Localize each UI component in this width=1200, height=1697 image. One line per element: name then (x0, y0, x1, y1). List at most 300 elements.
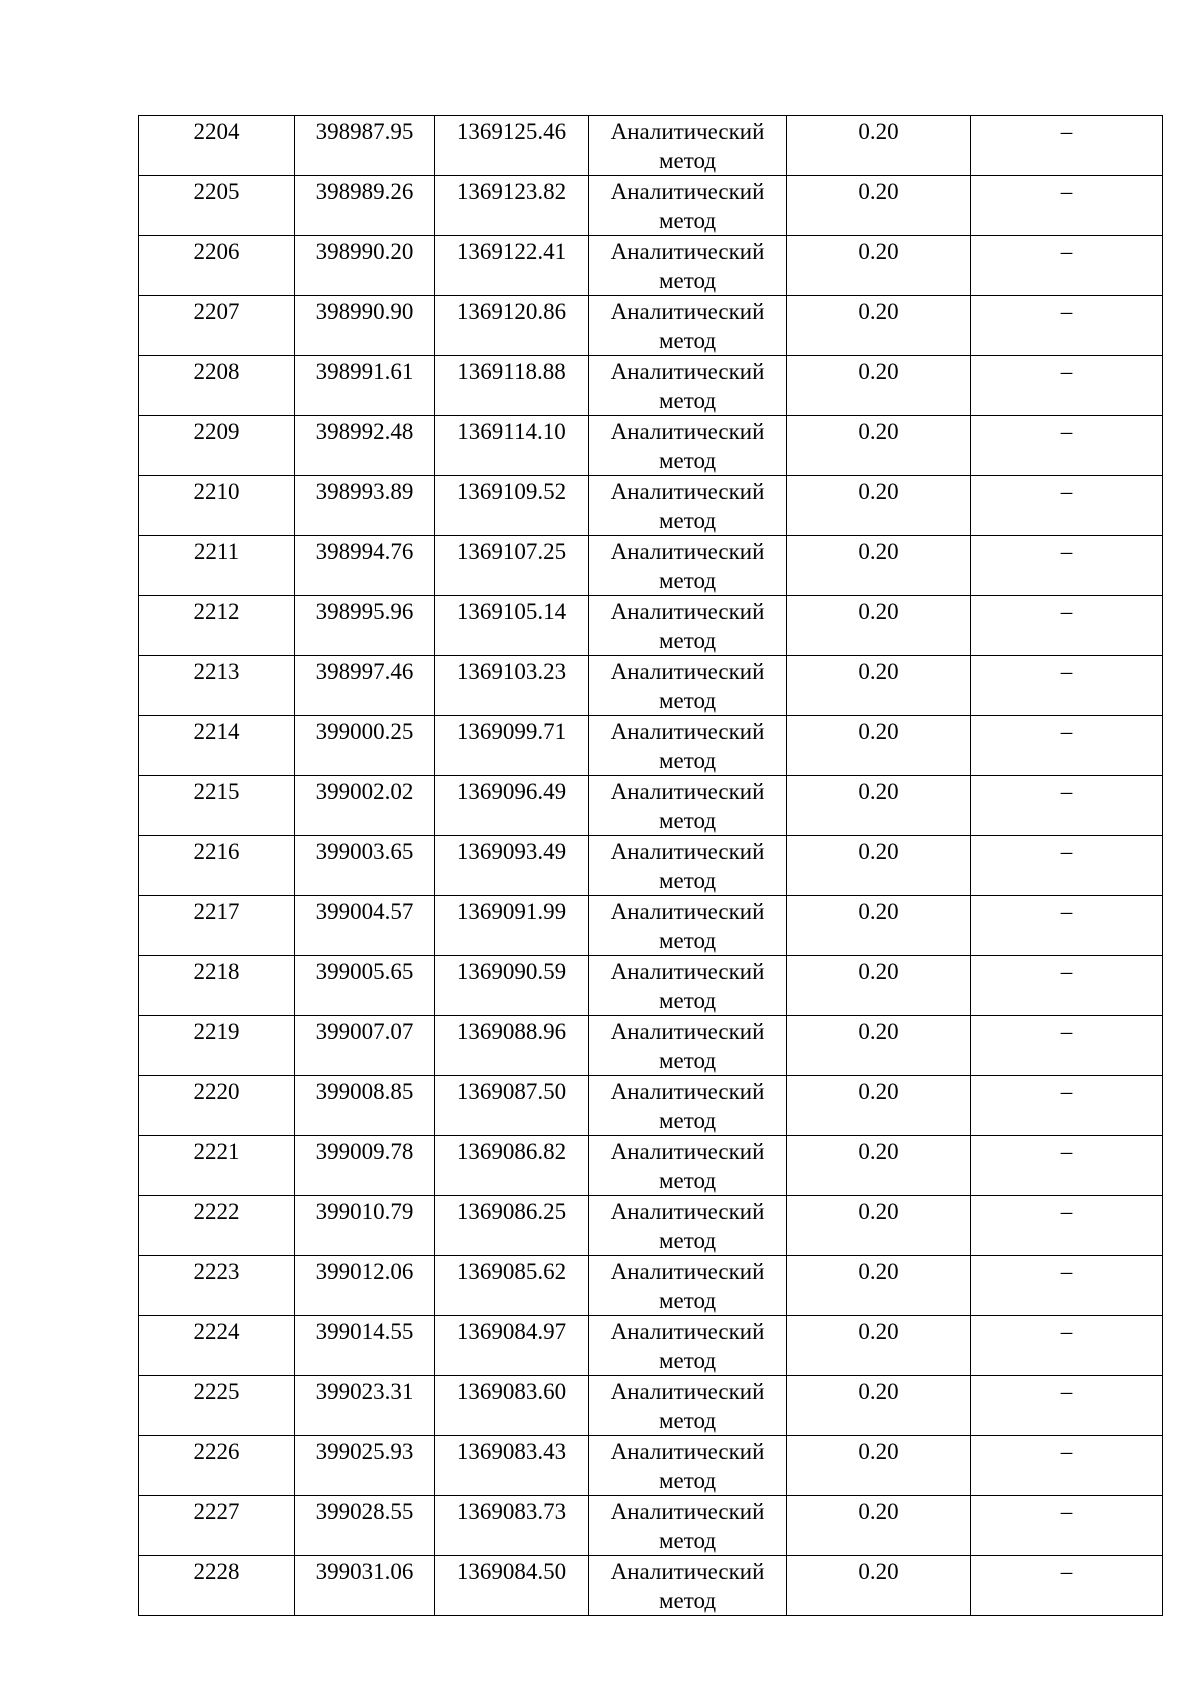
coordinate-x-cell (295, 296, 435, 356)
accuracy-cell-text: 0.20 (858, 539, 899, 564)
method-cell-text: Аналитический метод (610, 359, 765, 413)
method-cell (589, 236, 787, 296)
accuracy-cell-text: 0.20 (858, 239, 899, 264)
coordinate-x-cell (295, 596, 435, 656)
note-cell (971, 1136, 1163, 1196)
accuracy-cell (787, 596, 971, 656)
method-cell-text: Аналитический метод (610, 1499, 765, 1553)
point-number-cell (139, 1316, 295, 1376)
coordinate-x-cell (295, 1556, 435, 1616)
table-row (139, 1256, 1163, 1316)
method-cell (589, 716, 787, 776)
table-row (139, 296, 1163, 356)
accuracy-cell-text: 0.20 (858, 359, 899, 384)
method-cell-text: Аналитический метод (610, 1319, 765, 1373)
method-cell (589, 1016, 787, 1076)
coordinate-x-cell-text: 399003.65 (315, 839, 414, 864)
coordinate-x-cell-text: 399014.55 (315, 1319, 414, 1344)
coordinate-x-cell (295, 476, 435, 536)
coordinate-y-cell (435, 176, 589, 236)
accuracy-cell (787, 1076, 971, 1136)
accuracy-cell-text: 0.20 (858, 479, 899, 504)
note-cell-text: – (1060, 539, 1073, 564)
coordinate-y-cell-text: 1369096.49 (456, 779, 567, 804)
method-cell-text: Аналитический метод (610, 1079, 765, 1133)
coordinate-y-cell (435, 1196, 589, 1256)
method-cell (589, 836, 787, 896)
method-cell-text: Аналитический метод (610, 779, 765, 833)
coordinate-x-cell (295, 416, 435, 476)
note-cell (971, 356, 1163, 416)
coordinate-y-cell-text: 1369099.71 (456, 719, 567, 744)
coordinate-y-cell-text: 1369123.82 (456, 179, 567, 204)
coordinate-y-cell (435, 1256, 589, 1316)
table-row (139, 1316, 1163, 1376)
method-cell (589, 296, 787, 356)
note-cell (971, 1316, 1163, 1376)
point-number-cell (139, 1196, 295, 1256)
note-cell-text: – (1060, 1139, 1073, 1164)
method-cell-text: Аналитический метод (610, 839, 765, 893)
method-cell-text: Аналитический метод (610, 179, 765, 233)
coordinate-x-cell (295, 116, 435, 176)
note-cell-text: – (1060, 1439, 1073, 1464)
accuracy-cell (787, 1016, 971, 1076)
note-cell (971, 1556, 1163, 1616)
note-cell (971, 956, 1163, 1016)
coordinate-x-cell-text: 399004.57 (315, 899, 414, 924)
coordinate-y-cell (435, 416, 589, 476)
accuracy-cell (787, 836, 971, 896)
coordinate-y-cell (435, 656, 589, 716)
note-cell-text: – (1060, 239, 1073, 264)
coordinate-x-cell-text: 399009.78 (315, 1139, 414, 1164)
coordinate-y-cell (435, 296, 589, 356)
note-cell-text: – (1060, 1559, 1073, 1584)
coordinate-x-cell-text: 398990.20 (315, 239, 414, 264)
point-number-cell (139, 296, 295, 356)
point-number-cell (139, 356, 295, 416)
coordinate-y-cell-text: 1369114.10 (457, 419, 566, 444)
note-cell (971, 116, 1163, 176)
coordinate-x-cell-text: 399007.07 (315, 1019, 414, 1044)
note-cell (971, 1436, 1163, 1496)
note-cell-text: – (1060, 119, 1073, 144)
method-cell-text: Аналитический метод (610, 899, 765, 953)
accuracy-cell-text: 0.20 (858, 1439, 899, 1464)
method-cell (589, 1076, 787, 1136)
method-cell-text: Аналитический метод (610, 659, 765, 713)
table-row (139, 836, 1163, 896)
accuracy-cell-text: 0.20 (858, 599, 899, 624)
point-number-cell-text: 2208 (193, 359, 240, 384)
method-cell-text: Аналитический метод (610, 1379, 765, 1433)
coordinate-x-cell-text: 398994.76 (315, 539, 414, 564)
coordinate-x-cell-text: 399025.93 (315, 1439, 414, 1464)
accuracy-cell-text: 0.20 (858, 1499, 899, 1524)
note-cell-text: – (1060, 1499, 1073, 1524)
method-cell-text: Аналитический метод (610, 1259, 765, 1313)
coordinate-y-cell (435, 1316, 589, 1376)
note-cell (971, 1376, 1163, 1436)
point-number-cell-text: 2210 (193, 479, 240, 504)
note-cell-text: – (1060, 299, 1073, 324)
method-cell-text: Аналитический метод (610, 419, 765, 473)
point-number-cell (139, 1556, 295, 1616)
coordinate-y-cell (435, 1376, 589, 1436)
coordinate-y-cell-text: 1369087.50 (456, 1079, 567, 1104)
accuracy-cell (787, 956, 971, 1016)
point-number-cell (139, 836, 295, 896)
point-number-cell-text: 2218 (193, 959, 240, 984)
note-cell (971, 296, 1163, 356)
method-cell (589, 536, 787, 596)
coordinate-x-cell-text: 399031.06 (315, 1559, 414, 1584)
table-row (139, 776, 1163, 836)
note-cell (971, 836, 1163, 896)
point-number-cell (139, 236, 295, 296)
point-number-cell (139, 1076, 295, 1136)
table-row (139, 1496, 1163, 1556)
accuracy-cell-text: 0.20 (858, 959, 899, 984)
accuracy-cell (787, 236, 971, 296)
coordinate-x-cell (295, 1316, 435, 1376)
coordinate-y-cell (435, 1076, 589, 1136)
point-number-cell-text: 2221 (193, 1139, 240, 1164)
coordinate-y-cell-text: 1369107.25 (456, 539, 567, 564)
accuracy-cell-text: 0.20 (858, 659, 899, 684)
coordinate-x-cell-text: 399002.02 (315, 779, 414, 804)
note-cell (971, 1076, 1163, 1136)
point-number-cell (139, 416, 295, 476)
method-cell (589, 1376, 787, 1436)
note-cell-text: – (1060, 899, 1073, 924)
coordinate-y-cell-text: 1369083.60 (456, 1379, 567, 1404)
coordinate-y-cell (435, 476, 589, 536)
coordinate-x-cell (295, 1196, 435, 1256)
note-cell-text: – (1060, 959, 1073, 984)
method-cell-text: Аналитический метод (610, 299, 765, 353)
table-body (139, 116, 1163, 1616)
coordinate-y-cell-text: 1369084.50 (456, 1559, 567, 1584)
accuracy-cell (787, 1496, 971, 1556)
coordinate-y-cell (435, 1496, 589, 1556)
point-number-cell (139, 956, 295, 1016)
point-number-cell-text: 2219 (193, 1019, 240, 1044)
accuracy-cell (787, 356, 971, 416)
note-cell-text: – (1060, 1019, 1073, 1044)
method-cell (589, 1136, 787, 1196)
table-row (139, 536, 1163, 596)
accuracy-cell (787, 476, 971, 536)
point-number-cell-text: 2206 (193, 239, 240, 264)
coordinate-y-cell-text: 1369091.99 (456, 899, 567, 924)
coordinate-y-cell-text: 1369083.73 (456, 1499, 567, 1524)
coordinate-y-cell-text: 1369122.41 (456, 239, 567, 264)
coordinate-x-cell-text: 399000.25 (315, 719, 414, 744)
coordinate-y-cell (435, 836, 589, 896)
coordinates-table (138, 115, 1163, 1616)
point-number-cell-text: 2213 (193, 659, 240, 684)
table-row (139, 1076, 1163, 1136)
note-cell-text: – (1060, 1379, 1073, 1404)
coordinate-y-cell-text: 1369084.97 (456, 1319, 567, 1344)
note-cell (971, 476, 1163, 536)
coordinate-y-cell (435, 776, 589, 836)
accuracy-cell-text: 0.20 (858, 1199, 899, 1224)
coordinate-x-cell-text: 398989.26 (315, 179, 414, 204)
coordinate-y-cell (435, 596, 589, 656)
point-number-cell (139, 896, 295, 956)
accuracy-cell-text: 0.20 (858, 779, 899, 804)
coordinate-y-cell-text: 1369086.82 (456, 1139, 567, 1164)
point-number-cell-text: 2227 (193, 1499, 240, 1524)
note-cell-text: – (1060, 1079, 1073, 1104)
point-number-cell-text: 2209 (193, 419, 240, 444)
coordinate-x-cell (295, 776, 435, 836)
coordinate-x-cell (295, 956, 435, 1016)
accuracy-cell-text: 0.20 (858, 1259, 899, 1284)
table-row (139, 1556, 1163, 1616)
point-number-cell (139, 716, 295, 776)
accuracy-cell-text: 0.20 (858, 839, 899, 864)
method-cell-text: Аналитический метод (610, 1199, 765, 1253)
point-number-cell (139, 1496, 295, 1556)
accuracy-cell-text: 0.20 (858, 179, 899, 204)
note-cell (971, 1196, 1163, 1256)
coordinate-y-cell-text: 1369103.23 (456, 659, 567, 684)
table-row (139, 476, 1163, 536)
coordinate-y-cell-text: 1369105.14 (456, 599, 567, 624)
point-number-cell (139, 536, 295, 596)
accuracy-cell (787, 896, 971, 956)
accuracy-cell (787, 1376, 971, 1436)
method-cell-text: Аналитический метод (610, 479, 765, 533)
accuracy-cell (787, 536, 971, 596)
point-number-cell-text: 2216 (193, 839, 240, 864)
coordinate-y-cell (435, 956, 589, 1016)
accuracy-cell-text: 0.20 (858, 1019, 899, 1044)
method-cell (589, 1496, 787, 1556)
coordinate-x-cell (295, 356, 435, 416)
method-cell (589, 116, 787, 176)
method-cell (589, 1196, 787, 1256)
point-number-cell-text: 2228 (193, 1559, 240, 1584)
method-cell (589, 1256, 787, 1316)
coordinate-x-cell-text: 399008.85 (315, 1079, 414, 1104)
coordinate-y-cell (435, 116, 589, 176)
accuracy-cell-text: 0.20 (858, 1379, 899, 1404)
method-cell (589, 476, 787, 536)
accuracy-cell (787, 1196, 971, 1256)
coordinate-x-cell (295, 1016, 435, 1076)
table-row (139, 716, 1163, 776)
coordinate-y-cell (435, 536, 589, 596)
accuracy-cell (787, 176, 971, 236)
coordinate-x-cell (295, 1436, 435, 1496)
point-number-cell-text: 2225 (193, 1379, 240, 1404)
note-cell-text: – (1060, 419, 1073, 444)
table-row (139, 236, 1163, 296)
note-cell (971, 1016, 1163, 1076)
point-number-cell-text: 2204 (193, 119, 240, 144)
note-cell (971, 176, 1163, 236)
coordinate-x-cell (295, 716, 435, 776)
note-cell-text: – (1060, 1259, 1073, 1284)
coordinate-y-cell-text: 1369090.59 (456, 959, 567, 984)
accuracy-cell (787, 1256, 971, 1316)
point-number-cell-text: 2215 (193, 779, 240, 804)
coordinate-x-cell (295, 656, 435, 716)
method-cell-text: Аналитический метод (610, 1139, 765, 1193)
method-cell (589, 1436, 787, 1496)
table-row (139, 656, 1163, 716)
note-cell (971, 536, 1163, 596)
note-cell-text: – (1060, 1199, 1073, 1224)
point-number-cell (139, 116, 295, 176)
table-row (139, 1016, 1163, 1076)
point-number-cell (139, 656, 295, 716)
point-number-cell-text: 2222 (193, 1199, 240, 1224)
coordinate-x-cell-text: 399005.65 (315, 959, 414, 984)
accuracy-cell (787, 1136, 971, 1196)
note-cell-text: – (1060, 839, 1073, 864)
note-cell (971, 596, 1163, 656)
accuracy-cell-text: 0.20 (858, 1139, 899, 1164)
table-row (139, 956, 1163, 1016)
coordinate-x-cell-text: 398993.89 (315, 479, 414, 504)
method-cell-text: Аналитический метод (610, 599, 765, 653)
point-number-cell (139, 1016, 295, 1076)
table-row (139, 896, 1163, 956)
coordinate-x-cell-text: 398990.90 (315, 299, 414, 324)
point-number-cell (139, 1436, 295, 1496)
method-cell (589, 596, 787, 656)
point-number-cell-text: 2226 (193, 1439, 240, 1464)
point-number-cell-text: 2205 (193, 179, 240, 204)
accuracy-cell (787, 116, 971, 176)
point-number-cell (139, 176, 295, 236)
coordinate-y-cell (435, 236, 589, 296)
point-number-cell (139, 1136, 295, 1196)
method-cell (589, 896, 787, 956)
note-cell (971, 896, 1163, 956)
point-number-cell-text: 2223 (193, 1259, 240, 1284)
method-cell (589, 656, 787, 716)
table-row (139, 1436, 1163, 1496)
coordinate-x-cell (295, 1496, 435, 1556)
coordinate-x-cell-text: 398992.48 (315, 419, 414, 444)
point-number-cell-text: 2212 (193, 599, 240, 624)
coordinate-y-cell (435, 356, 589, 416)
point-number-cell (139, 476, 295, 536)
table-row (139, 116, 1163, 176)
note-cell-text: – (1060, 719, 1073, 744)
method-cell-text: Аналитический метод (610, 1439, 765, 1493)
coordinate-x-cell (295, 1076, 435, 1136)
method-cell-text: Аналитический метод (610, 119, 765, 173)
coordinate-y-cell (435, 1016, 589, 1076)
method-cell-text: Аналитический метод (610, 1559, 765, 1613)
note-cell (971, 1256, 1163, 1316)
coordinate-y-cell-text: 1369120.86 (456, 299, 567, 324)
coordinate-x-cell (295, 236, 435, 296)
accuracy-cell-text: 0.20 (858, 1079, 899, 1104)
coordinate-y-cell-text: 1369086.25 (456, 1199, 567, 1224)
method-cell-text: Аналитический метод (610, 239, 765, 293)
method-cell (589, 956, 787, 1016)
coordinate-x-cell (295, 836, 435, 896)
accuracy-cell (787, 296, 971, 356)
note-cell (971, 716, 1163, 776)
coordinate-x-cell-text: 398991.61 (315, 359, 414, 384)
coordinate-x-cell-text: 399012.06 (315, 1259, 414, 1284)
accuracy-cell-text: 0.20 (858, 1319, 899, 1344)
coordinate-y-cell (435, 896, 589, 956)
method-cell (589, 176, 787, 236)
accuracy-cell (787, 776, 971, 836)
coordinate-y-cell-text: 1369118.88 (457, 359, 566, 384)
accuracy-cell (787, 716, 971, 776)
table-row (139, 1376, 1163, 1436)
table-row (139, 176, 1163, 236)
point-number-cell-text: 2211 (193, 539, 240, 564)
coordinate-x-cell-text: 399023.31 (315, 1379, 414, 1404)
coordinate-x-cell-text: 398987.95 (315, 119, 414, 144)
coordinate-y-cell (435, 1436, 589, 1496)
method-cell-text: Аналитический метод (610, 539, 765, 593)
accuracy-cell (787, 416, 971, 476)
accuracy-cell-text: 0.20 (858, 1559, 899, 1584)
table-row (139, 356, 1163, 416)
coordinate-x-cell (295, 1256, 435, 1316)
point-number-cell-text: 2214 (193, 719, 240, 744)
note-cell-text: – (1060, 179, 1073, 204)
method-cell-text: Аналитический метод (610, 959, 765, 1013)
accuracy-cell-text: 0.20 (858, 299, 899, 324)
accuracy-cell (787, 1436, 971, 1496)
method-cell (589, 776, 787, 836)
method-cell (589, 1556, 787, 1616)
accuracy-cell (787, 656, 971, 716)
table-row (139, 1136, 1163, 1196)
coordinate-y-cell-text: 1369093.49 (456, 839, 567, 864)
table-row (139, 416, 1163, 476)
accuracy-cell (787, 1316, 971, 1376)
table-row (139, 596, 1163, 656)
accuracy-cell-text: 0.20 (858, 119, 899, 144)
accuracy-cell-text: 0.20 (858, 899, 899, 924)
point-number-cell (139, 776, 295, 836)
note-cell-text: – (1060, 359, 1073, 384)
coordinate-y-cell-text: 1369085.62 (456, 1259, 567, 1284)
note-cell (971, 776, 1163, 836)
accuracy-cell-text: 0.20 (858, 419, 899, 444)
method-cell-text: Аналитический метод (610, 719, 765, 773)
note-cell-text: – (1060, 599, 1073, 624)
coordinate-y-cell (435, 1556, 589, 1616)
coordinate-x-cell (295, 896, 435, 956)
accuracy-cell-text: 0.20 (858, 719, 899, 744)
method-cell (589, 356, 787, 416)
coordinate-x-cell-text: 399028.55 (315, 1499, 414, 1524)
coordinate-x-cell (295, 536, 435, 596)
coordinate-x-cell (295, 1376, 435, 1436)
method-cell (589, 416, 787, 476)
point-number-cell-text: 2224 (193, 1319, 240, 1344)
coordinate-y-cell-text: 1369083.43 (456, 1439, 567, 1464)
point-number-cell-text: 2217 (193, 899, 240, 924)
